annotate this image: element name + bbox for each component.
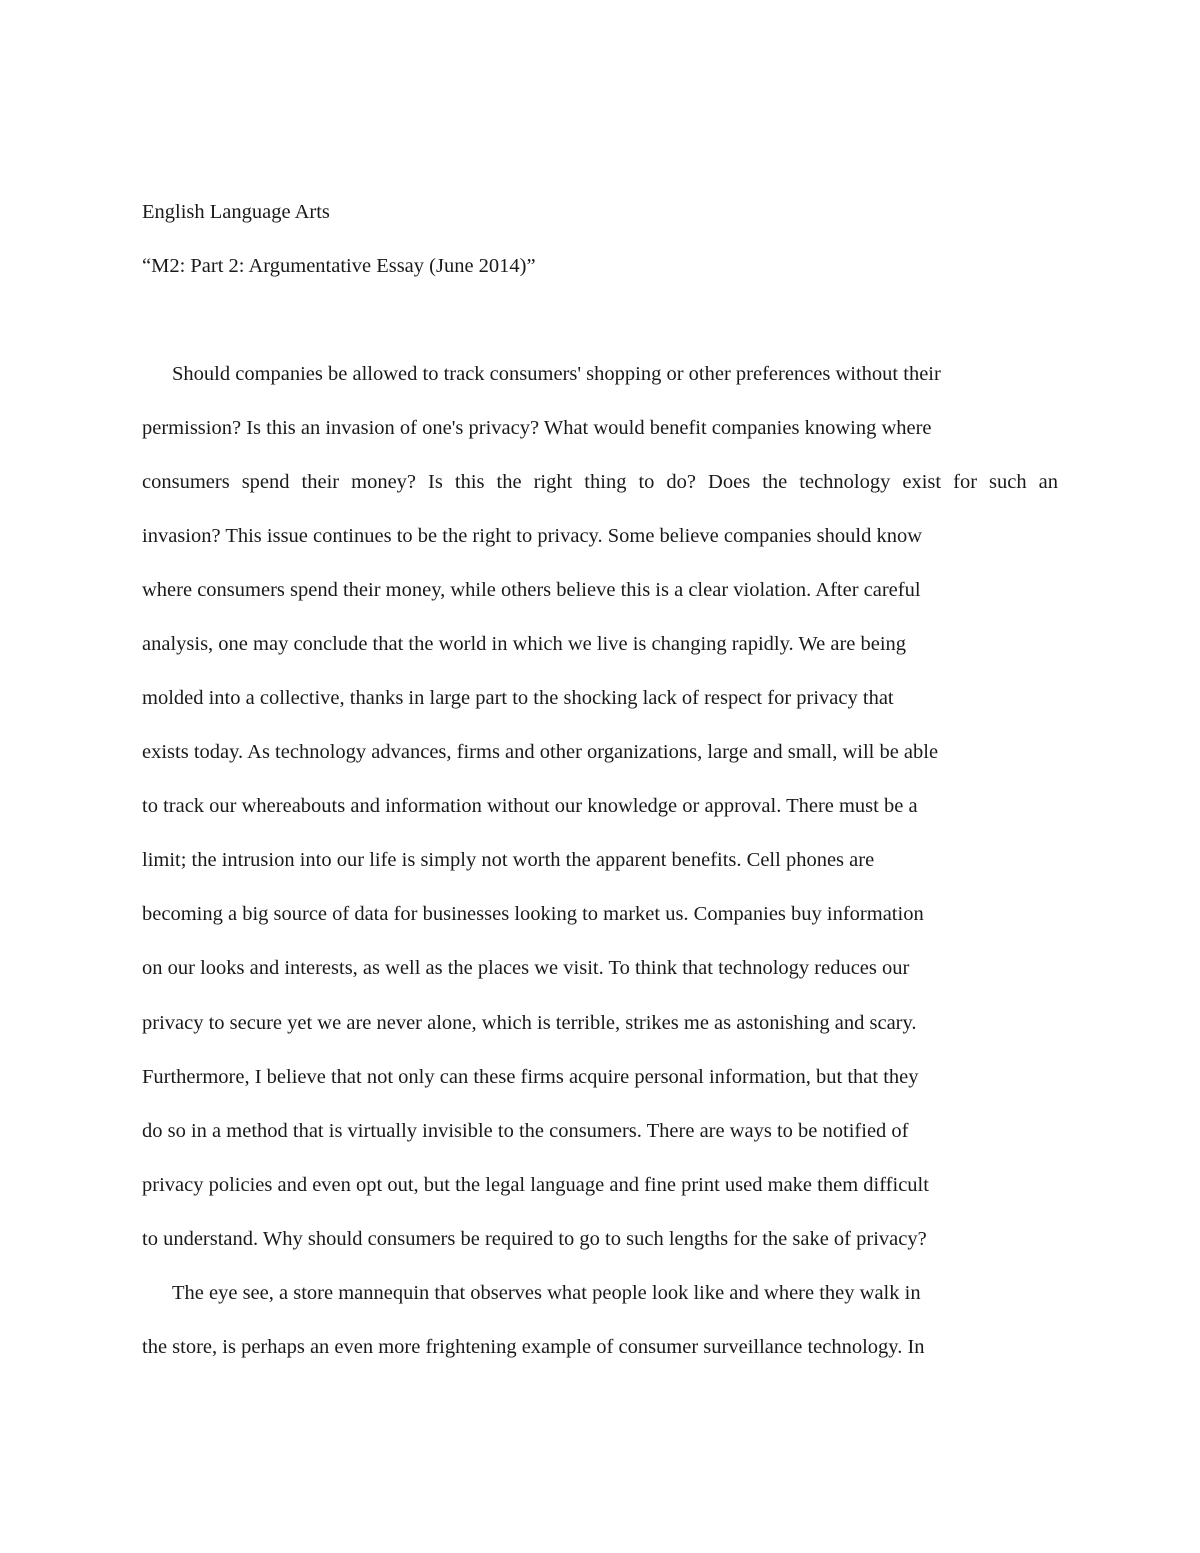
paragraph-line: invasion? This issue continues to be the right to privacy. Some believe companies should know xyxy=(142,525,923,547)
paragraph-line: on our looks and interests, as well as the places we visit. To think that technology reduces our xyxy=(142,957,910,979)
paragraph-line: where consumers spend their money, while others believe this is a clear violation. After careful xyxy=(142,579,921,601)
paragraph-line: analysis, one may conclude that the world in which we live is changing rapidly. We are being xyxy=(142,633,907,655)
paragraph-line: exists today. As technology advances, firms and other organizations, large and small, will be able xyxy=(142,741,939,763)
course-heading: English Language Arts xyxy=(142,201,330,223)
paragraph-line: consumers spend their money? Is this the right thing to do? Does the technology exist for such an xyxy=(142,471,1058,493)
assignment-title: “M2: Part 2: Argumentative Essay (June 2014)” xyxy=(142,255,536,277)
paragraph-line: privacy policies and even opt out, but the legal language and fine print used make them difficult xyxy=(142,1174,929,1196)
paragraph-line: Furthermore, I believe that not only can these firms acquire personal information, but that they xyxy=(142,1066,919,1088)
paragraph-line: privacy to secure yet we are never alone, which is terrible, strikes me as astonishing and scary. xyxy=(142,1012,917,1034)
paragraph-line: molded into a collective, thanks in large part to the shocking lack of respect for privacy that xyxy=(142,687,894,709)
paragraph-line: becoming a big source of data for businesses looking to market us. Companies buy information xyxy=(142,903,924,925)
paragraph-line: to understand. Why should consumers be required to go to such lengths for the sake of privacy? xyxy=(142,1228,927,1250)
paragraph-line: Should companies be allowed to track consumers' shopping or other preferences without their xyxy=(172,363,941,385)
paragraph-line: the store, is perhaps an even more frightening example of consumer surveillance technology. In xyxy=(142,1336,925,1358)
paragraph-line: limit; the intrusion into our life is simply not worth the apparent benefits. Cell phones are xyxy=(142,849,875,871)
paragraph-line: do so in a method that is virtually invisible to the consumers. There are ways to be notified of xyxy=(142,1120,909,1142)
paragraph-line: permission? Is this an invasion of one's privacy? What would benefit companies knowing where xyxy=(142,417,932,439)
paragraph-line: The eye see, a store mannequin that observes what people look like and where they walk in xyxy=(172,1282,921,1304)
paragraph-line: to track our whereabouts and information without our knowledge or approval. There must be a xyxy=(142,795,918,817)
